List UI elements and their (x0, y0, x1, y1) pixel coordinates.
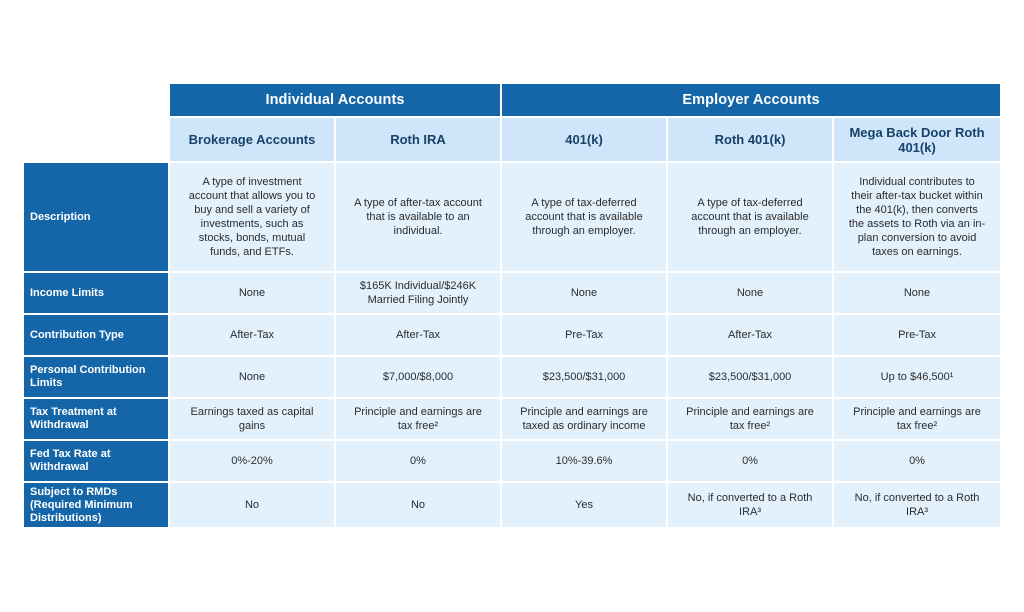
table-cell: No, if converted to a Roth IRA³ (668, 483, 834, 529)
table-row-rmds (24, 483, 1000, 529)
table-cell: Principle and earnings are tax free² (834, 399, 1000, 441)
table-cell: A type of investment account that allows you to buy and sell a variety of investments, such as stocks, bonds, mutual funds, and ETFs. (170, 163, 336, 273)
row-label: Description (24, 163, 170, 273)
table-cell: A type of tax-deferred account that is available through an employer. (668, 163, 834, 273)
table-cell: A type of tax-deferred account that is available through an employer. (502, 163, 668, 273)
column-header-row (24, 118, 1000, 163)
column-header-brokerage: Brokerage Accounts (170, 118, 336, 163)
row-label: Tax Treatment at Withdrawal (24, 399, 170, 441)
table-cell: After-Tax (668, 315, 834, 357)
table-cell: $23,500/$31,000 (668, 357, 834, 399)
table-cell: None (668, 273, 834, 315)
empty-corner (24, 118, 170, 163)
group-individual-accounts: Individual Accounts (170, 84, 502, 118)
table-cell: 0% (668, 441, 834, 483)
table-row-contribution-type (24, 315, 1000, 357)
row-label: Personal Contribution Limits (24, 357, 170, 399)
table-cell: 0% (834, 441, 1000, 483)
table-cell: Principle and earnings are taxed as ordinary income (502, 399, 668, 441)
table-cell: No (336, 483, 502, 529)
table-cell: $7,000/$8,000 (336, 357, 502, 399)
table-cell: Principle and earnings are tax free² (336, 399, 502, 441)
table-cell: $23,500/$31,000 (502, 357, 668, 399)
table-cell: Pre-Tax (834, 315, 1000, 357)
table-cell: 10%-39.6% (502, 441, 668, 483)
row-label: Fed Tax Rate at Withdrawal (24, 441, 170, 483)
table-cell: A type of after-tax account that is available to an individual. (336, 163, 502, 273)
table-cell: None (834, 273, 1000, 315)
table-row-fed-tax-rate (24, 441, 1000, 483)
table-cell: Earnings taxed as capital gains (170, 399, 336, 441)
table-cell: No, if converted to a Roth IRA³ (834, 483, 1000, 529)
row-label: Subject to RMDs (Required Minimum Distributions) (24, 483, 170, 529)
table-cell: Yes (502, 483, 668, 529)
table-cell: Individual contributes to their after-tax bucket within the 401(k), then converts the assets to Roth via an in-plan conversion to avoid taxes on earnings. (834, 163, 1000, 273)
table-cell: Up to $46,500¹ (834, 357, 1000, 399)
row-label: Contribution Type (24, 315, 170, 357)
table-row-tax-treatment (24, 399, 1000, 441)
table-cell: 0% (336, 441, 502, 483)
table-cell: After-Tax (336, 315, 502, 357)
group-header-row (24, 84, 1000, 118)
table-cell: $165K Individual/$246K Married Filing Jointly (336, 273, 502, 315)
table-cell: None (170, 273, 336, 315)
table-row-description (24, 163, 1000, 273)
column-header-401k: 401(k) (502, 118, 668, 163)
comparison-table (24, 84, 1000, 529)
column-header-mega-backdoor-roth: Mega Back Door Roth 401(k) (834, 118, 1000, 163)
table-cell: None (502, 273, 668, 315)
table-row-contribution-limits (24, 357, 1000, 399)
table-cell: No (170, 483, 336, 529)
column-header-roth-ira: Roth IRA (336, 118, 502, 163)
table-cell: After-Tax (170, 315, 336, 357)
table-cell: 0%-20% (170, 441, 336, 483)
group-employer-accounts: Employer Accounts (502, 84, 1000, 118)
column-header-roth-401k: Roth 401(k) (668, 118, 834, 163)
table-cell: Principle and earnings are tax free² (668, 399, 834, 441)
table-cell: Pre-Tax (502, 315, 668, 357)
row-label: Income Limits (24, 273, 170, 315)
table-row-income-limits (24, 273, 1000, 315)
table-cell: None (170, 357, 336, 399)
empty-corner (24, 84, 170, 118)
